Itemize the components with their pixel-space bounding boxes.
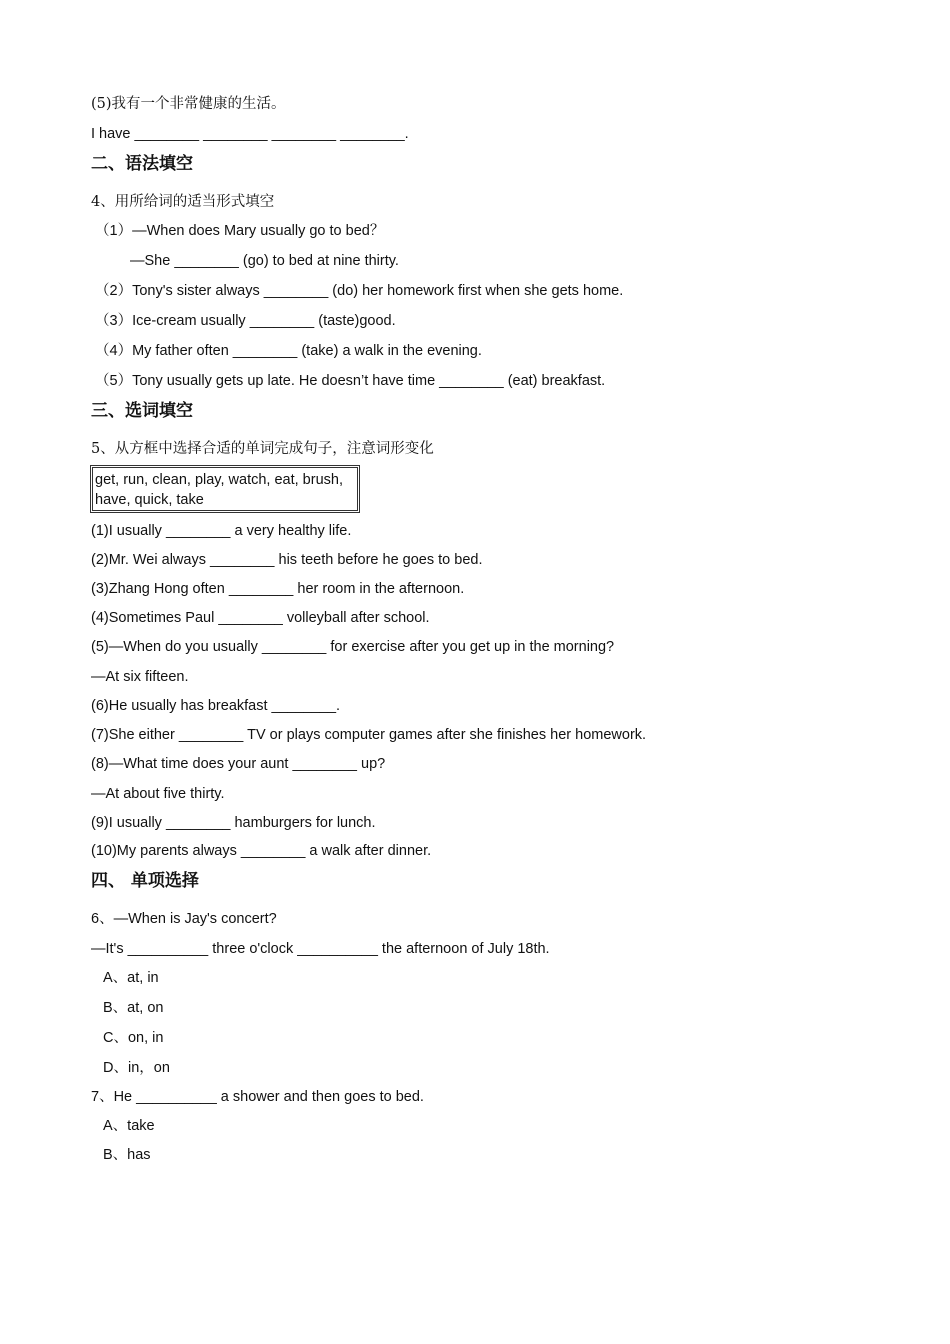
q6-option-a: A、at, in (103, 970, 159, 986)
section-2-heading: 二、语法填空 (91, 154, 193, 174)
q5-item-7: (7)She either ________ TV or plays computer games after she finishes her homework. (91, 727, 647, 743)
q6-option-c: C、on, in (103, 1030, 164, 1046)
q5-item-5: (5)—When do you usually ________ for exercise after you get up in the morning? (91, 639, 615, 655)
question-5-english-blank: I have ________ ________ ________ ________. (91, 126, 409, 142)
section-3-heading: 三、选词填空 (91, 401, 193, 421)
q4-item-4: （4）My father often ________ (take) a walk in the evening. (95, 343, 482, 359)
q6-option-b: B、at, on (103, 1000, 164, 1016)
question-5-title: 5、从方框中选择合适的单词完成句子，注意词形变化 (91, 441, 434, 457)
q7-option-b: B、has (103, 1147, 151, 1163)
q4-item-2: （2）Tony's sister always ________ (do) her homework first when she gets home. (95, 283, 624, 299)
q4-item-1-answer: —She ________ (go) to bed at nine thirty. (130, 253, 399, 269)
q5-item-2: (2)Mr. Wei always ________ his teeth before he goes to bed. (91, 552, 483, 568)
q5-item-10: (10)My parents always ________ a walk after dinner. (91, 843, 432, 859)
q5-item-1: (1)I usually ________ a very healthy life. (91, 523, 352, 539)
question-6-line-2: —It's __________ three o'clock __________ the afternoon of July 18th. (91, 941, 550, 957)
question-6-line-1: 6、—When is Jay's concert? (91, 911, 277, 927)
section-4-heading: 四、 单项选择 (91, 871, 199, 891)
q4-item-1: （1）—When does Mary usually go to bed？ (95, 223, 385, 239)
q4-item-3: （3）Ice-cream usually ________ (taste)good. (95, 313, 396, 329)
q5-item-8-answer: —At about five thirty. (91, 786, 225, 802)
q5-item-6: (6)He usually has breakfast ________. (91, 698, 341, 714)
q5-item-3: (3)Zhang Hong often ________ her room in the afternoon. (91, 581, 465, 597)
q5-item-9: (9)I usually ________ hamburgers for lunch. (91, 815, 376, 831)
question-4-title: 4、用所给词的适当形式填空 (91, 194, 275, 210)
word-box: get, run, clean, play, watch, eat, brush, have, quick, take (90, 465, 360, 513)
q6-option-d: D、in，on (103, 1060, 170, 1076)
q5-item-4: (4)Sometimes Paul ________ volleyball after school. (91, 610, 430, 626)
q5-item-5-answer: —At six fifteen. (91, 669, 189, 685)
q5-item-8: (8)—What time does your aunt ________ up? (91, 756, 386, 772)
question-7-line-1: 7、He __________ a shower and then goes to bed. (91, 1089, 424, 1105)
question-5-chinese: (5)我有一个非常健康的生活。 (91, 96, 286, 112)
q7-option-a: A、take (103, 1118, 155, 1134)
q4-item-5: （5）Tony usually gets up late. He doesn’t have time ________ (eat) breakfast. (95, 373, 606, 389)
